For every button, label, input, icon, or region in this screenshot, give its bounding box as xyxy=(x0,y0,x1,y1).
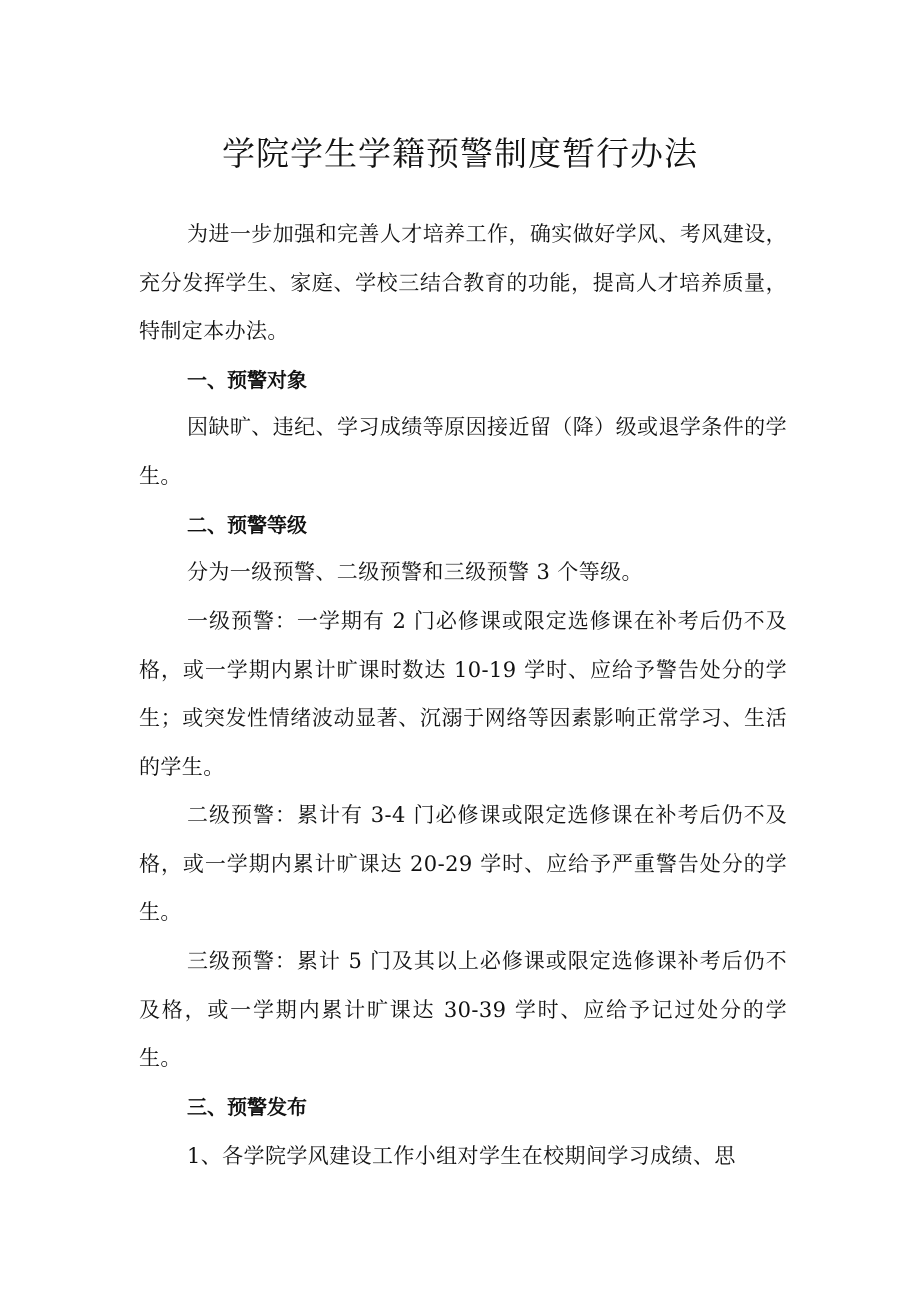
section-heading-levels: 二、预警等级 xyxy=(187,513,307,537)
levels-intro-paragraph: 分为一级预警、二级预警和三级预警 3 个等级。 xyxy=(187,560,643,584)
level3-paragraph: 三级预警：累计 5 门及其以上必修课或限定选修课补考后仍不及格，或一学期内累计旷课达 30-39 学时、应给予记过处分的学生。 xyxy=(139,949,787,1070)
level1-paragraph: 一级预警：一学期有 2 门必修课或限定选修课在补考后仍不及格，或一学期内累计旷课时数达 10-19 学时、应给予警告处分的学生；或突发性情绪波动显著、沉溺于网络等因素影响正常学习、生活的学生。 xyxy=(139,609,787,779)
section-heading-targets: 一、预警对象 xyxy=(187,368,307,392)
document-title: 学院学生学籍预警制度暂行办法 xyxy=(222,134,698,173)
intro-paragraph: 为进一步加强和完善人才培养工作，确实做好学风、考风建设，充分发挥学生、家庭、学校三结合教育的功能，提高人才培养质量，特制定本办法。 xyxy=(139,222,787,343)
release-item1-paragraph: 1、各学院学风建设工作小组对学生在校期间学习成绩、思 xyxy=(187,1144,736,1168)
targets-paragraph: 因缺旷、违纪、学习成绩等原因接近留（降）级或退学条件的学生。 xyxy=(139,415,787,488)
level2-paragraph: 二级预警：累计有 3-4 门必修课或限定选修课在补考后仍不及格，或一学期内累计旷课达 20-29 学时、应给予严重警告处分的学生。 xyxy=(139,803,787,924)
section-heading-release: 三、预警发布 xyxy=(187,1095,307,1119)
